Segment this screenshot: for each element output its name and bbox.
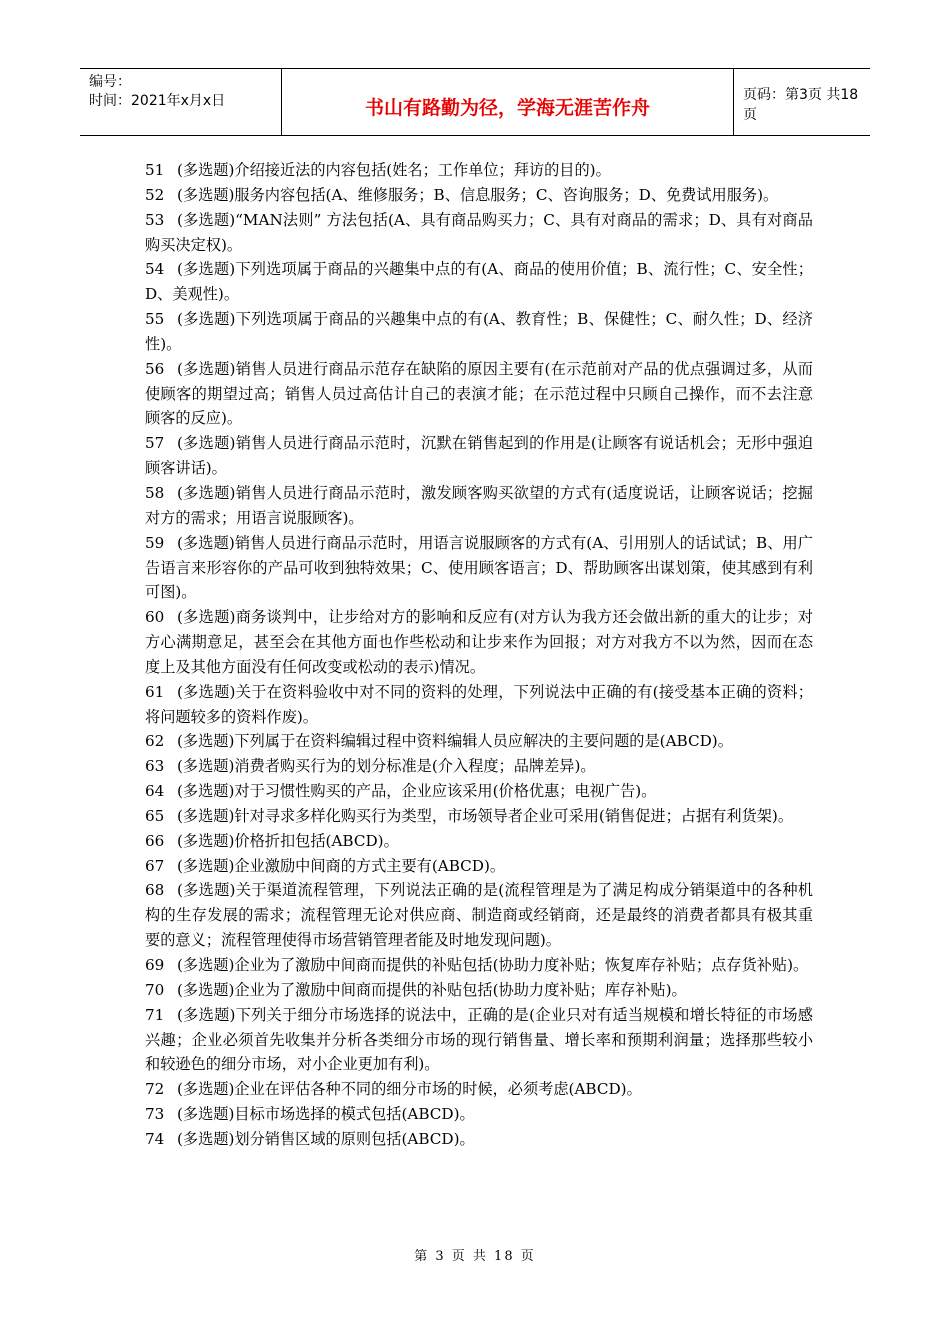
item-number: 52 <box>145 185 165 204</box>
time-label: 时间：2021年x月x日 <box>89 93 226 109</box>
item-number: 70 <box>145 980 165 999</box>
item-number: 53 <box>145 210 165 229</box>
item-number: 68 <box>145 881 165 900</box>
page-footer: 第 3 页 共 18 页 <box>414 1249 536 1264</box>
list-item <box>145 481 813 531</box>
item-number: 71 <box>145 1005 165 1024</box>
item-text: (多选题)商务谈判中，让步给对方的影响和反应有(对方认为我方还会做出新的重大的让步；对方心满期意足，甚至会在其他方面也作些松动和让步来作为回报；对方对我方不以为然，因而在态度上及其他方面没有任何改变或松动的表示)情况。 <box>145 608 813 676</box>
header-meta <box>80 69 282 135</box>
item-text: (多选题)“MAN法则” 方法包括(A、具有商品购买力；C、具有对商品的需求；D、具有对商品购买决定权)。 <box>145 210 813 254</box>
item-number: 65 <box>145 806 165 825</box>
item-text: (多选题)针对寻求多样化购买行为类型，市场领导者企业可采用(销售促进；占据有利货架)。 <box>177 806 794 825</box>
item-number: 67 <box>145 856 165 875</box>
list-item <box>145 878 813 953</box>
item-number: 58 <box>145 483 165 502</box>
item-text: (多选题)企业激励中间商的方式主要有(ABCD)。 <box>177 856 506 875</box>
question-list <box>145 158 813 1152</box>
item-number: 66 <box>145 831 165 850</box>
item-number: 59 <box>145 533 165 552</box>
list-item <box>145 158 813 183</box>
list-item <box>145 183 813 208</box>
item-text: (多选题)销售人员进行商品示范存在缺陷的原因主要有(在示范前对产品的优点强调过多，从而使顾客的期望过高；销售人员过高估计自己的表演才能；在示范过程中只顾自己操作，而不去注意顾客的反应)。 <box>145 359 813 428</box>
item-number: 64 <box>145 782 165 801</box>
item-text: (多选题)下列关于细分市场选择的说法中，正确的是(企业只对有适当规模和增长特征的市场感兴趣；企业必须首先收集并分析各类细分市场的现行销售量、增长率和预期利润量；选择那些较小和较逊色的细分市场，对小企业更加有利)。 <box>145 1005 813 1074</box>
list-item <box>145 953 813 978</box>
item-number: 73 <box>145 1105 165 1124</box>
list-item <box>145 257 813 307</box>
list-item <box>145 779 813 804</box>
item-text: (多选题)企业为了激励中间商而提供的补贴包括(协助力度补贴；库存补贴)。 <box>177 980 687 999</box>
item-text: (多选题)消费者购买行为的划分标准是(介入程度；品牌差异)。 <box>177 757 596 776</box>
item-number: 63 <box>145 757 165 776</box>
item-number: 74 <box>145 1129 165 1148</box>
item-text: (多选题)价格折扣包括(ABCD)。 <box>177 831 399 850</box>
list-item <box>145 1003 813 1078</box>
item-text: (多选题)企业为了激励中间商而提供的补贴包括(协助力度补贴；恢复库存补贴；点存货补贴)。 <box>177 956 809 974</box>
list-item <box>145 729 813 754</box>
item-number: 56 <box>145 359 165 378</box>
item-number: 61 <box>145 682 165 701</box>
item-number: 55 <box>145 310 165 329</box>
item-text: (多选题)销售人员进行商品示范时，用语言说服顾客的方式有(A、引用别人的话试试；B、用广告语言来形容你的产品可收到独特效果；C、使用顾客语言；D、帮助顾客出谋划策，使其感到有利可图)。 <box>145 533 813 602</box>
item-number: 72 <box>145 1080 165 1099</box>
item-text: (多选题)关于在资料验收中对不同的资料的处理，下列说法中正确的有(接受基本正确的资料；将问题较多的资料作废)。 <box>145 682 813 726</box>
item-text: (多选题)介绍接近法的内容包括(姓名；工作单位；拜访的目的)。 <box>177 161 611 179</box>
header-motto: 书山有路勤为径，学海无涯苦作舟 <box>282 69 734 135</box>
list-item <box>145 208 813 258</box>
item-text: (多选题)下列选项属于商品的兴趣集中点的有(A、教育性；B、保健性；C、耐久性；D、经济性)。 <box>145 310 813 353</box>
list-item <box>145 978 813 1003</box>
list-item <box>145 1127 813 1152</box>
item-text: (多选题)下列属于在资料编辑过程中资料编辑人员应解决的主要问题的是(ABCD)。 <box>177 732 733 751</box>
list-item <box>145 1077 813 1102</box>
item-text: (多选题)服务内容包括(A、维修服务；B、信息服务；C、咨询服务；D、免费试用服务)。 <box>177 185 779 204</box>
list-item <box>145 804 813 829</box>
item-number: 60 <box>145 608 165 627</box>
item-text: (多选题)销售人员进行商品示范时，沉默在销售起到的作用是(让顾客有说话机会；无形中强迫顾客讲话)。 <box>145 434 813 478</box>
item-number: 51 <box>145 161 165 179</box>
page-header <box>80 68 870 136</box>
header-page-info: 页码：第3页 共18页 <box>743 87 859 123</box>
list-item <box>145 1102 813 1127</box>
list-item <box>145 754 813 779</box>
list-item <box>145 829 813 854</box>
item-number: 62 <box>145 732 165 751</box>
list-item <box>145 854 813 879</box>
item-text: (多选题)划分销售区域的原则包括(ABCD)。 <box>177 1129 475 1148</box>
list-item <box>145 680 813 730</box>
list-item <box>145 531 813 606</box>
list-item <box>145 357 813 432</box>
list-item <box>145 307 813 357</box>
list-item <box>145 605 813 680</box>
doc-number-label: 编号： <box>89 74 131 90</box>
item-number: 54 <box>145 260 165 279</box>
item-text: (多选题)目标市场选择的模式包括(ABCD)。 <box>177 1105 475 1124</box>
list-item <box>145 431 813 481</box>
item-text: (多选题)下列选项属于商品的兴趣集中点的有(A、商品的使用价值；B、流行性；C、安全性；D、美观性)。 <box>145 260 813 304</box>
item-text: (多选题)关于渠道流程管理，下列说法正确的是(流程管理是为了满足构成分销渠道中的各种机构的生存发展的需求；流程管理无论对供应商、制造商或经销商，还是最终的消费者都具有极其重要的意义；流程管理使得市场营销管理者能及时地发现问题)。 <box>145 881 813 950</box>
item-text: (多选题)对于习惯性购买的产品，企业应该采用(价格优惠；电视广告)。 <box>177 782 657 801</box>
item-text: (多选题)企业在评估各种不同的细分市场的时候，必须考虑(ABCD)。 <box>177 1080 642 1099</box>
item-text: (多选题)销售人员进行商品示范时，激发顾客购买欲望的方式有(适度说话，让顾客说话；挖掘对方的需求；用语言说服顾客)。 <box>145 483 813 527</box>
item-number: 57 <box>145 434 165 453</box>
item-number: 69 <box>145 956 165 974</box>
